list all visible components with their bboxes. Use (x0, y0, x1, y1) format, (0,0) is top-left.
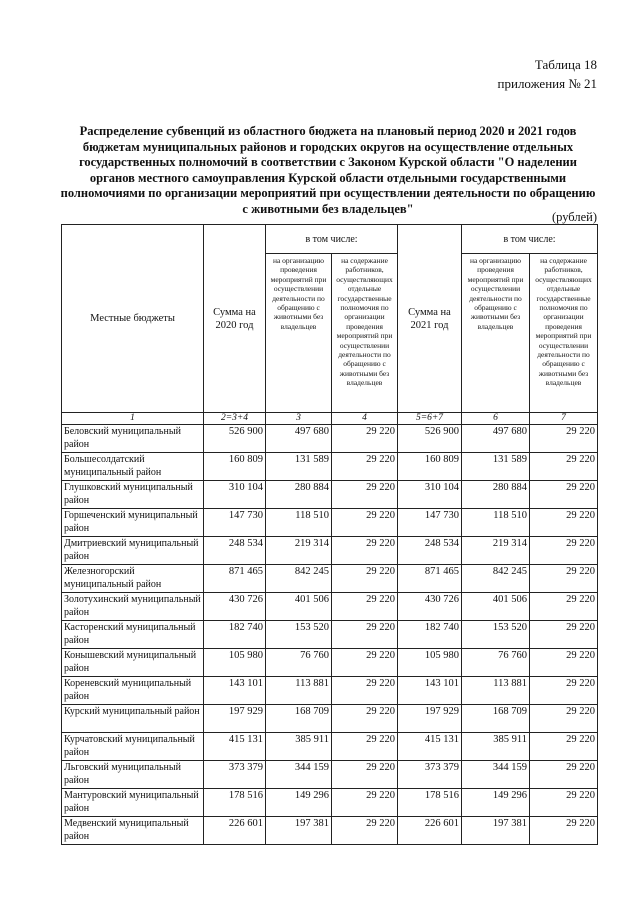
cell-org-2021: 219 314 (462, 537, 530, 565)
cell-org-2020: 76 760 (266, 649, 332, 677)
header-sum-2020: Сумма на 2020 год (204, 225, 266, 413)
cell-sum-2021: 226 601 (398, 817, 462, 845)
cell-sum-2020: 178 516 (204, 789, 266, 817)
cell-sum-2021: 871 465 (398, 565, 462, 593)
appendix-reference: приложения № 21 (497, 76, 597, 91)
cell-org-2021: 118 510 (462, 509, 530, 537)
cell-staff-2020: 29 220 (332, 565, 398, 593)
units-label: (рублей) (551, 210, 597, 224)
cell-sum-2021: 105 980 (398, 649, 462, 677)
cell-staff-2020: 29 220 (332, 509, 398, 537)
cell-sum-2021: 373 379 (398, 761, 462, 789)
budget-name: Глушковский муниципальный район (62, 481, 204, 509)
cell-sum-2020: 160 809 (204, 453, 266, 481)
cell-org-2020: 344 159 (266, 761, 332, 789)
cell-sum-2021: 143 101 (398, 677, 462, 705)
cell-sum-2021: 147 730 (398, 509, 462, 537)
cell-org-2021: 842 245 (462, 565, 530, 593)
cell-org-2021: 76 760 (462, 649, 530, 677)
cell-org-2021: 131 589 (462, 453, 530, 481)
cell-org-2020: 197 381 (266, 817, 332, 845)
header-org-2020: на организацию проведения мероприятий при осуществлении деятельности по обращению с животными без владельцев (266, 254, 332, 413)
cell-sum-2020: 248 534 (204, 537, 266, 565)
cell-sum-2020: 147 730 (204, 509, 266, 537)
column-number: 5=6+7 (398, 413, 462, 425)
cell-staff-2021: 29 220 (530, 817, 598, 845)
cell-sum-2020: 871 465 (204, 565, 266, 593)
budget-name: Мантуровский муниципальный район (62, 789, 204, 817)
header-in-that-number-2020: в том числе: (266, 225, 398, 254)
cell-staff-2020: 29 220 (332, 649, 398, 677)
subsidy-table (61, 224, 598, 845)
cell-sum-2021: 430 726 (398, 593, 462, 621)
cell-sum-2021: 310 104 (398, 481, 462, 509)
table-row (62, 621, 598, 649)
table-row (62, 565, 598, 593)
cell-org-2020: 385 911 (266, 733, 332, 761)
cell-staff-2020: 29 220 (332, 537, 398, 565)
header-reference (498, 55, 597, 93)
column-numbers-row (62, 413, 598, 425)
table-row (62, 537, 598, 565)
budget-name: Большесолдатский муниципальный район (62, 453, 204, 481)
cell-sum-2021: 526 900 (398, 425, 462, 453)
cell-sum-2020: 105 980 (204, 649, 266, 677)
cell-staff-2020: 29 220 (332, 789, 398, 817)
table-row (62, 425, 598, 453)
document-title: Распределение субвенций из областного бюджета на плановый период 2020 и 2021 годов бюджетам муниципальных районов и городских округов на осуществление отдельных государственных полномочий в соответствии с Законом Курской области "О наделении органов местного самоуправления Курской области отдельными государственными полномочиями по организации мероприятий при осуществлении деятельности по обращению с животными без владельцев" (60, 124, 596, 216)
cell-sum-2021: 415 131 (398, 733, 462, 761)
cell-org-2020: 497 680 (266, 425, 332, 453)
cell-org-2021: 149 296 (462, 789, 530, 817)
cell-staff-2021: 29 220 (530, 677, 598, 705)
header-in-that-number-2021: в том числе: (462, 225, 598, 254)
cell-org-2021: 385 911 (462, 733, 530, 761)
header-staff-2020: на содержание работников, осуществляющих отдельные государственные полномочия по организации проведения мероприятий при осуществлении деятельности по обращению с животными без владельцев (332, 254, 398, 413)
table-row (62, 649, 598, 677)
budget-name: Дмитриевский муниципальный район (62, 537, 204, 565)
cell-staff-2021: 29 220 (530, 481, 598, 509)
cell-sum-2020: 197 929 (204, 705, 266, 733)
cell-org-2021: 280 884 (462, 481, 530, 509)
cell-staff-2021: 29 220 (530, 649, 598, 677)
cell-org-2020: 118 510 (266, 509, 332, 537)
budget-name: Золотухинский муниципальный район (62, 593, 204, 621)
cell-org-2020: 401 506 (266, 593, 332, 621)
column-number: 2=3+4 (204, 413, 266, 425)
cell-staff-2021: 29 220 (530, 733, 598, 761)
cell-sum-2020: 143 101 (204, 677, 266, 705)
table-row (62, 481, 598, 509)
table-row (62, 509, 598, 537)
table-row (62, 789, 598, 817)
table-reference: Таблица 18 (534, 57, 597, 72)
column-number: 3 (266, 413, 332, 425)
header-budgets: Местные бюджеты (62, 225, 204, 413)
budget-name: Льговский муниципальный район (62, 761, 204, 789)
table-row (62, 453, 598, 481)
cell-sum-2020: 310 104 (204, 481, 266, 509)
budget-name: Курский муниципальный район (62, 705, 204, 733)
cell-staff-2021: 29 220 (530, 705, 598, 733)
column-number: 6 (462, 413, 530, 425)
cell-org-2020: 280 884 (266, 481, 332, 509)
header-sum-2021: Сумма на 2021 год (398, 225, 462, 413)
cell-sum-2020: 430 726 (204, 593, 266, 621)
cell-sum-2021: 178 516 (398, 789, 462, 817)
cell-sum-2020: 226 601 (204, 817, 266, 845)
table-row (62, 733, 598, 761)
header-org-2021: на организацию проведения мероприятий при осуществлении деятельности по обращению с животными без владельцев (462, 254, 530, 413)
cell-staff-2020: 29 220 (332, 593, 398, 621)
budget-name: Курчатовский муниципальный район (62, 733, 204, 761)
cell-org-2021: 344 159 (462, 761, 530, 789)
cell-staff-2020: 29 220 (332, 817, 398, 845)
table-row (62, 677, 598, 705)
table-row (62, 705, 598, 733)
cell-staff-2020: 29 220 (332, 425, 398, 453)
cell-staff-2020: 29 220 (332, 705, 398, 733)
cell-org-2021: 168 709 (462, 705, 530, 733)
cell-staff-2020: 29 220 (332, 453, 398, 481)
cell-staff-2020: 29 220 (332, 761, 398, 789)
cell-sum-2021: 197 929 (398, 705, 462, 733)
budget-name: Касторенский муниципальный район (62, 621, 204, 649)
cell-org-2021: 153 520 (462, 621, 530, 649)
cell-org-2020: 153 520 (266, 621, 332, 649)
cell-staff-2020: 29 220 (332, 733, 398, 761)
cell-org-2020: 842 245 (266, 565, 332, 593)
cell-org-2020: 149 296 (266, 789, 332, 817)
cell-staff-2020: 29 220 (332, 481, 398, 509)
budget-name: Конышевский муниципальный район (62, 649, 204, 677)
cell-org-2020: 219 314 (266, 537, 332, 565)
cell-sum-2020: 373 379 (204, 761, 266, 789)
column-number: 4 (332, 413, 398, 425)
budget-name: Горшеченский муниципальный район (62, 509, 204, 537)
cell-staff-2021: 29 220 (530, 789, 598, 817)
cell-staff-2021: 29 220 (530, 453, 598, 481)
cell-staff-2021: 29 220 (530, 621, 598, 649)
budget-name: Кореневский муниципальный район (62, 677, 204, 705)
cell-org-2021: 497 680 (462, 425, 530, 453)
cell-org-2021: 401 506 (462, 593, 530, 621)
cell-sum-2020: 415 131 (204, 733, 266, 761)
cell-org-2020: 131 589 (266, 453, 332, 481)
cell-staff-2021: 29 220 (530, 537, 598, 565)
column-number: 7 (530, 413, 598, 425)
cell-staff-2020: 29 220 (332, 621, 398, 649)
cell-sum-2021: 182 740 (398, 621, 462, 649)
budget-name: Железногорский муниципальный район (62, 565, 204, 593)
cell-org-2020: 168 709 (266, 705, 332, 733)
table-row (62, 593, 598, 621)
cell-org-2021: 113 881 (462, 677, 530, 705)
cell-sum-2021: 160 809 (398, 453, 462, 481)
table-row (62, 761, 598, 789)
budget-name: Беловский муниципальный район (62, 425, 204, 453)
cell-org-2020: 113 881 (266, 677, 332, 705)
cell-sum-2020: 526 900 (204, 425, 266, 453)
cell-org-2021: 197 381 (462, 817, 530, 845)
cell-sum-2021: 248 534 (398, 537, 462, 565)
cell-staff-2021: 29 220 (530, 565, 598, 593)
cell-staff-2021: 29 220 (530, 425, 598, 453)
header-staff-2021: на содержание работников, осуществляющих отдельные государственные полномочия по организации проведения мероприятий при осуществлении деятельности по обращению с животными без владельцев (530, 254, 598, 413)
cell-staff-2021: 29 220 (530, 761, 598, 789)
cell-sum-2020: 182 740 (204, 621, 266, 649)
column-number: 1 (62, 413, 204, 425)
table-row (62, 817, 598, 845)
cell-staff-2020: 29 220 (332, 677, 398, 705)
cell-staff-2021: 29 220 (530, 593, 598, 621)
budget-name: Медвенский муниципальный район (62, 817, 204, 845)
cell-staff-2021: 29 220 (530, 509, 598, 537)
